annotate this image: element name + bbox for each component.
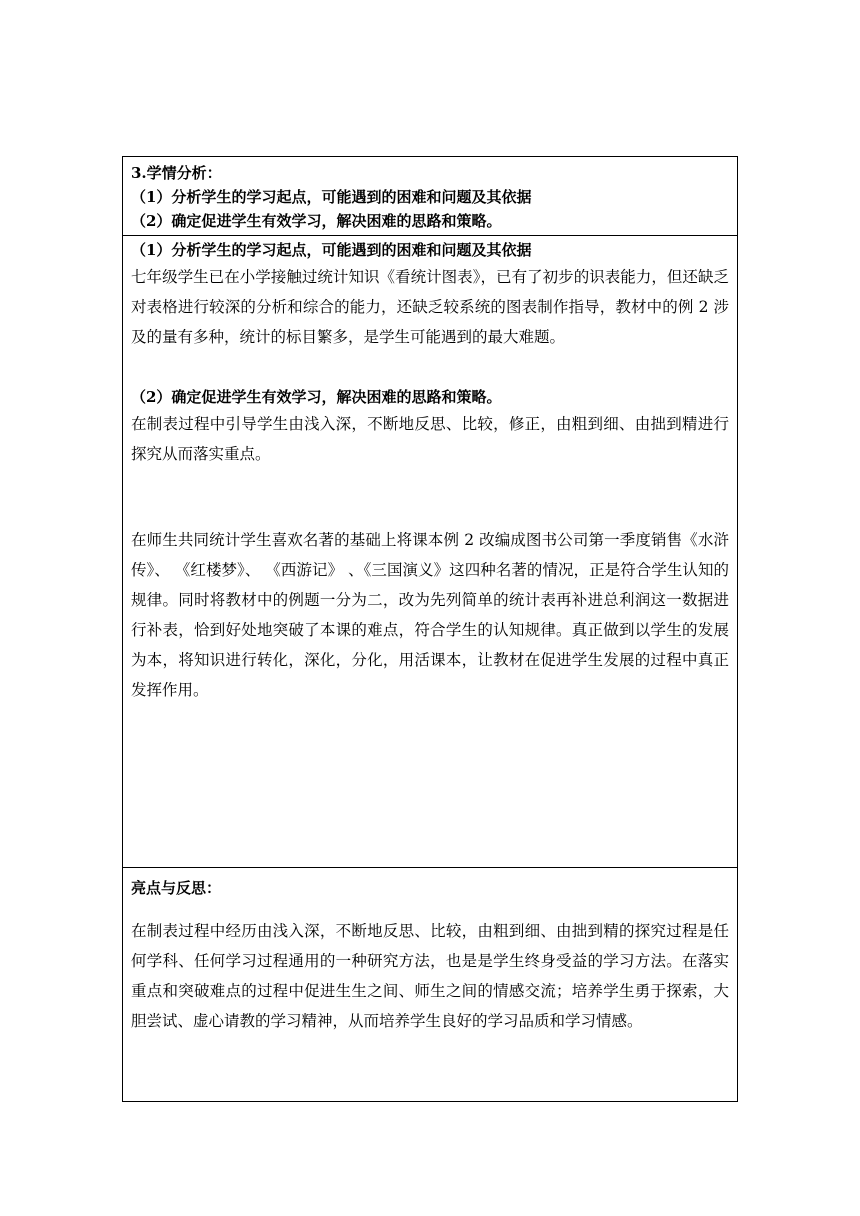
header-item-1: （1）分析学生的学习起点，可能遇到的困难和问题及其依据: [131, 188, 532, 206]
example-adaptation-paragraph: 在师生共同统计学生喜欢名著的基础上将课本例 2 改编成图书公司第一季度销售《水浒传》、 《红楼梦》、 《西游记》 、《三国演义》这四种名著的情况，正是符合学生认知的规律。同时将教材中的例题一分为二，改为先列简单的统计表再补进总利润这一数据进行补表，恰到好处地突破了本课的难点，符合学生的认知规律。真正做到以学生的发展为本，将知识进行转化，深化，分化，用活课本，让教材在促进学生发展的过程中真正发挥作用。: [131, 531, 729, 699]
reflection-cell: [123, 868, 737, 1101]
reflection-paragraph: 在制表过程中经历由浅入深，不断地反思、比较，由粗到细、由拙到精的探究过程是任何学科、任何学习过程通用的一种研究方法，也是是学生终身受益的学习方法。在落实重点和突破难点的过程中促进生生之间、师生之间的情感交流；培养学生勇于探索，大胆尝试、虚心请教的学习精神，从而培养学生良好的学习品质和学习情感。: [131, 922, 729, 1030]
body-heading-2: （2）确定促进学生有效学习，解决困难的思路和策略。: [131, 388, 502, 406]
header-item-2: （2）确定促进学生有效学习，解决困难的思路和策略。: [131, 212, 502, 230]
reflection-title: 亮点与反思：: [131, 879, 222, 897]
analysis-header-cell: [123, 157, 737, 236]
lesson-plan-table: [122, 156, 738, 1102]
body-heading-1: （1）分析学生的学习起点，可能遇到的困难和问题及其依据: [131, 241, 532, 259]
analysis-body-cell: [123, 236, 737, 868]
starting-point-paragraph: 七年级学生已在小学接触过统计知识《看统计图表》，已有了初步的识表能力，但还缺乏对表格进行较深的分析和综合的能力，还缺乏较系统的图表制作指导，教材中的例 2 涉及的量有多种，统计的标目繁多，是学生可能遇到的最大难题。: [131, 268, 729, 346]
section-title: 3.学情分析：: [131, 164, 222, 182]
strategy-paragraph: 在制表过程中引导学生由浅入深，不断地反思、比较，修正，由粗到细、由拙到精进行探究从而落实重点。: [131, 415, 729, 463]
